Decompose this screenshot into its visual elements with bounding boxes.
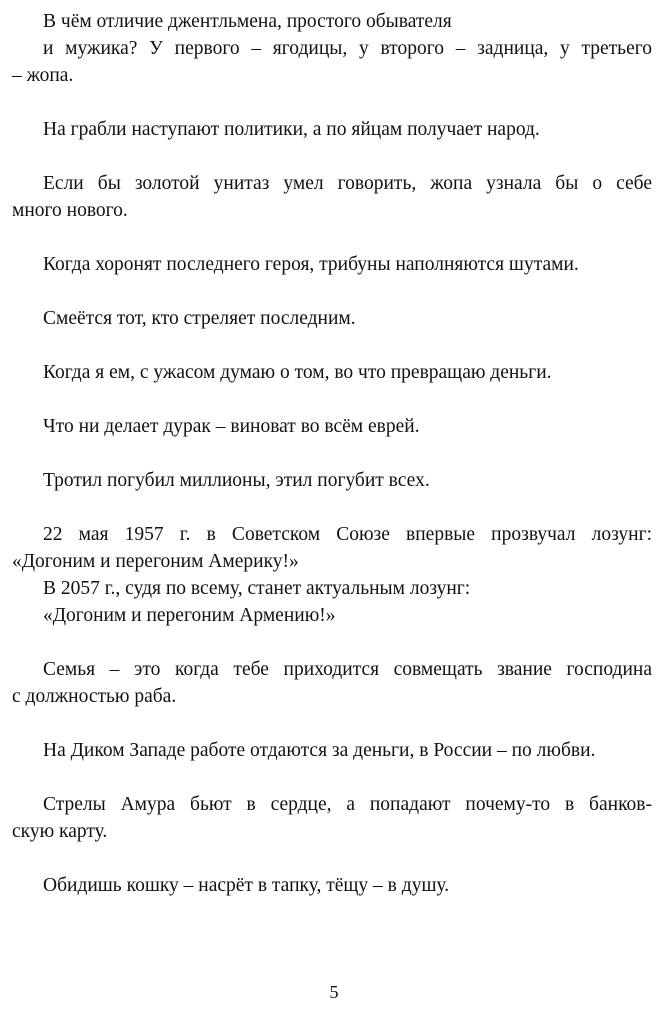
text-line: Когда я ем, с ужасом думаю о том, во что превращаю деньги. bbox=[43, 362, 552, 383]
aphorism-paragraph bbox=[12, 116, 652, 143]
text-line: Обидишь кошку – насрёт в тапку, тёщу – в душу. bbox=[43, 875, 450, 896]
aphorism-paragraph bbox=[12, 305, 652, 332]
aphorism-paragraph bbox=[12, 413, 652, 440]
text-line: «Догоним и перегоним Армению!» bbox=[43, 605, 336, 626]
aphorism-paragraph bbox=[12, 8, 652, 89]
aphorism-paragraph bbox=[12, 170, 652, 224]
text-line: Что ни делает дурак – виноват во всём еврей. bbox=[43, 416, 420, 437]
aphorism-paragraph bbox=[12, 467, 652, 494]
text-line: 22 мая 1957 г. в Советском Союзе впервые прозвучал лозунг: bbox=[43, 524, 652, 545]
text-line: На грабли наступают политики, а по яйцам получает народ. bbox=[43, 119, 540, 140]
text-line: Смеётся тот, кто стреляет последним. bbox=[43, 308, 356, 329]
text-line: В 2057 г., судя по всему, станет актуальным лозунг: bbox=[43, 578, 471, 599]
aphorism-text-block bbox=[12, 8, 652, 926]
text-line: На Диком Западе работе отдаются за деньги, в России – по любви. bbox=[43, 740, 596, 761]
text-line: и мужика? У первого – ягодицы, у второго – задница, у третьего bbox=[43, 38, 652, 59]
aphorism-paragraph bbox=[12, 521, 652, 629]
aphorism-paragraph bbox=[12, 359, 652, 386]
text-line: скую карту. bbox=[12, 821, 108, 842]
aphorism-paragraph bbox=[12, 656, 652, 710]
text-line: Если бы золотой унитаз умел говорить, жопа узнала бы о себе bbox=[43, 173, 652, 194]
page-number: 5 bbox=[329, 982, 339, 1002]
text-line: много нового. bbox=[12, 200, 128, 221]
text-line: Семья – это когда тебе приходится совмещать звание господина bbox=[43, 659, 652, 680]
text-line: «Догоним и перегоним Америку!» bbox=[12, 551, 299, 572]
text-line: – жопа. bbox=[12, 65, 74, 86]
text-line: с должностью раба. bbox=[12, 686, 177, 707]
aphorism-paragraph bbox=[12, 251, 652, 278]
aphorism-paragraph bbox=[12, 791, 652, 845]
text-line: Тротил погубил миллионы, этил погубит всех. bbox=[43, 470, 430, 491]
text-line: Стрелы Амура бьют в сердце, а попадают почему-то в банков- bbox=[43, 794, 652, 815]
aphorism-paragraph bbox=[12, 737, 652, 764]
text-line: В чём отличие джентльмена, простого обывателя bbox=[43, 11, 452, 32]
text-line: Когда хоронят последнего героя, трибуны наполняются шутами. bbox=[43, 254, 579, 275]
aphorism-paragraph bbox=[12, 872, 652, 899]
